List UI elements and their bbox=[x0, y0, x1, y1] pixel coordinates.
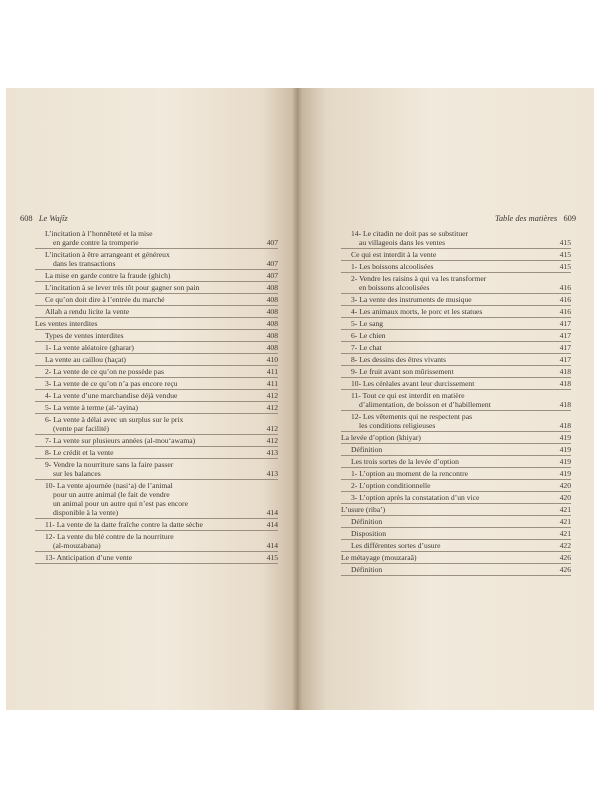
toc-entry-line: 10- Les céréales avant leur durcissement bbox=[351, 379, 475, 388]
toc-entry-line: 1- La vente aléatoire (gharar) bbox=[45, 343, 134, 352]
toc-entry-line: Les différentes sortes d’usure bbox=[351, 541, 441, 550]
toc-entry-line: L’incitation à se lever très tôt pour gagner son pain bbox=[45, 283, 200, 292]
toc-entry-title bbox=[35, 415, 278, 433]
toc-entry-page: 417 bbox=[559, 331, 571, 340]
toc-entry-page: 416 bbox=[559, 307, 571, 316]
toc-entry-page: 416 bbox=[559, 295, 571, 304]
toc-entry bbox=[35, 282, 278, 294]
toc-entry-page: 418 bbox=[559, 367, 571, 376]
toc-entry-page: 417 bbox=[559, 319, 571, 328]
toc-entry bbox=[35, 390, 278, 402]
toc-entry-page: 419 bbox=[559, 457, 571, 466]
toc-entry-line: La mise en garde contre la fraude (ghich) bbox=[45, 271, 171, 280]
toc-entry-page: 419 bbox=[559, 433, 571, 442]
toc-entry-line: Les ventes interdites bbox=[35, 319, 98, 328]
toc-entry bbox=[341, 456, 571, 468]
toc-entry-title bbox=[35, 229, 278, 247]
toc-entry-line: L’incitation à être arrangeant et généreux bbox=[45, 250, 170, 259]
toc-entry-page: 412 bbox=[266, 424, 278, 433]
toc-entry-line: 11- Tout ce qui est interdit en matière bbox=[351, 391, 465, 400]
toc-entry bbox=[35, 447, 278, 459]
left-table-of-contents bbox=[35, 228, 278, 564]
toc-entry-title bbox=[341, 391, 571, 409]
toc-entry-title bbox=[341, 379, 571, 388]
toc-entry-line: au villageois dans les ventes bbox=[359, 238, 446, 247]
toc-entry-line: 3- La vente de ce qu’on n’a pas encore reçu bbox=[45, 379, 178, 388]
toc-entry-line: 10- La vente ajournée (nasi‘a) de l’animal bbox=[45, 481, 173, 490]
toc-entry-title bbox=[341, 355, 571, 364]
toc-entry-page: 411 bbox=[266, 367, 278, 376]
right-page-number: 609 bbox=[563, 214, 576, 223]
toc-entry-line: pour un autre animal (le fait de vendre bbox=[53, 490, 170, 499]
toc-entry bbox=[35, 294, 278, 306]
toc-entry-page: 418 bbox=[559, 379, 571, 388]
toc-entry bbox=[35, 228, 278, 249]
toc-entry-title bbox=[341, 493, 571, 502]
toc-entry-page: 408 bbox=[266, 331, 278, 340]
toc-entry-line: Ce qu’on doit dire à l’entrée du marché bbox=[45, 295, 165, 304]
toc-entry bbox=[341, 528, 571, 540]
toc-entry bbox=[35, 318, 278, 330]
toc-entry-title bbox=[35, 271, 278, 280]
toc-entry-line: 2- Vendre les raisins à qui va les transformer bbox=[351, 274, 487, 283]
toc-entry bbox=[341, 411, 571, 432]
toc-entry-title bbox=[35, 391, 278, 400]
toc-entry-line: d’alimentation, de boisson et d’habillement bbox=[359, 400, 491, 409]
toc-entry-title bbox=[35, 403, 278, 412]
toc-entry-line: sur les balances bbox=[53, 469, 101, 478]
toc-entry-title bbox=[341, 343, 571, 352]
toc-entry bbox=[35, 552, 278, 564]
toc-entry-page: 414 bbox=[266, 520, 278, 529]
toc-entry-page: 417 bbox=[559, 355, 571, 364]
toc-entry-page: 419 bbox=[559, 445, 571, 454]
toc-entry-page: 415 bbox=[266, 553, 278, 562]
toc-entry-line: Disposition bbox=[351, 529, 387, 538]
toc-entry-line: 3- L’option après la constatation d’un vice bbox=[351, 493, 480, 502]
toc-entry-line: Définition bbox=[351, 517, 383, 526]
toc-entry bbox=[35, 249, 278, 270]
toc-entry-line: 2- La vente de ce qu’on ne possède pas bbox=[45, 367, 164, 376]
toc-entry-line: Types de ventes interdites bbox=[45, 331, 124, 340]
toc-entry-page: 413 bbox=[266, 469, 278, 478]
toc-entry-line: La levée d’option (khiyar) bbox=[341, 433, 421, 442]
toc-entry-page: 407 bbox=[266, 238, 278, 247]
toc-entry bbox=[35, 366, 278, 378]
toc-entry-page: 414 bbox=[266, 508, 278, 517]
toc-entry bbox=[35, 480, 278, 519]
toc-entry bbox=[35, 342, 278, 354]
toc-entry bbox=[341, 480, 571, 492]
toc-entry-line: 4- Les animaux morts, le porc et les statues bbox=[351, 307, 483, 316]
toc-entry-title bbox=[341, 331, 571, 340]
toc-entry bbox=[341, 540, 571, 552]
toc-entry-line: Définition bbox=[351, 445, 383, 454]
toc-entry bbox=[341, 342, 571, 354]
toc-entry-page: 426 bbox=[559, 565, 571, 574]
toc-entry-line: 13- Anticipation d’une vente bbox=[45, 553, 133, 562]
toc-entry-page: 408 bbox=[266, 319, 278, 328]
toc-entry-line: 9- Vendre la nourriture sans la faire passer bbox=[45, 460, 174, 469]
toc-entry-page: 412 bbox=[266, 403, 278, 412]
toc-entry-page: 415 bbox=[559, 238, 571, 247]
toc-entry-title bbox=[341, 445, 571, 454]
toc-entry-title bbox=[341, 295, 571, 304]
toc-entry bbox=[341, 354, 571, 366]
toc-entry-page: 420 bbox=[559, 493, 571, 502]
toc-entry-page: 414 bbox=[266, 541, 278, 550]
left-page-header bbox=[20, 214, 68, 223]
toc-entry bbox=[35, 459, 278, 480]
toc-entry-title bbox=[341, 250, 571, 259]
toc-entry-line: 8- Les dessins des êtres vivants bbox=[351, 355, 447, 364]
toc-entry bbox=[341, 378, 571, 390]
toc-entry-line: 3- La vente des instruments de musique bbox=[351, 295, 472, 304]
toc-entry-title bbox=[35, 250, 278, 268]
toc-entry bbox=[35, 270, 278, 282]
toc-entry-page: 412 bbox=[266, 391, 278, 400]
toc-entry-title bbox=[35, 379, 278, 388]
toc-entry-line: 5- La vente à terme (al-‘ayina) bbox=[45, 403, 138, 412]
toc-entry-line: 12- La vente du blé contre de la nourriture bbox=[45, 532, 174, 541]
toc-entry-line: 9- Le fruit avant son mûrissement bbox=[351, 367, 454, 376]
toc-entry-title bbox=[341, 229, 571, 247]
toc-entry bbox=[35, 354, 278, 366]
right-page-header bbox=[495, 214, 576, 223]
toc-entry-title bbox=[341, 541, 571, 550]
toc-entry-page: 421 bbox=[559, 529, 571, 538]
toc-entry-page: 407 bbox=[266, 271, 278, 280]
toc-entry bbox=[341, 318, 571, 330]
toc-entry-title bbox=[35, 307, 278, 316]
toc-entry bbox=[341, 492, 571, 504]
toc-entry-page: 415 bbox=[559, 250, 571, 259]
toc-entry-title bbox=[341, 457, 571, 466]
toc-entry bbox=[341, 330, 571, 342]
toc-entry-page: 426 bbox=[559, 553, 571, 562]
toc-entry-page: 408 bbox=[266, 283, 278, 292]
toc-entry-page: 408 bbox=[266, 307, 278, 316]
right-table-of-contents bbox=[341, 228, 571, 576]
toc-entry-page: 408 bbox=[266, 343, 278, 352]
toc-entry bbox=[35, 402, 278, 414]
toc-entry-line: en boissons alcoolisées bbox=[359, 283, 430, 292]
toc-entry-line: en garde contre la tromperie bbox=[53, 238, 139, 247]
toc-entry-line: 4- La vente d’une marchandise déjà vendue bbox=[45, 391, 178, 400]
toc-entry bbox=[341, 249, 571, 261]
toc-entry-page: 418 bbox=[559, 400, 571, 409]
toc-entry bbox=[341, 306, 571, 318]
toc-entry bbox=[35, 378, 278, 390]
toc-entry-line: 6- La vente à délai avec un surplus sur le prix bbox=[45, 415, 184, 424]
toc-entry-title bbox=[341, 529, 571, 538]
left-page-number: 608 bbox=[20, 214, 33, 223]
toc-entry-title bbox=[341, 505, 571, 514]
toc-entry-title bbox=[35, 448, 278, 457]
toc-entry-line: 6- Le chien bbox=[351, 331, 386, 340]
toc-entry-line: dans les transactions bbox=[53, 259, 116, 268]
right-page bbox=[297, 88, 594, 710]
toc-entry-title bbox=[341, 262, 571, 271]
toc-entry-line: 2- L’option conditionnelle bbox=[351, 481, 431, 490]
toc-entry-page: 408 bbox=[266, 295, 278, 304]
toc-entry-title bbox=[35, 553, 278, 562]
toc-entry-line: Allah a rendu licite la vente bbox=[45, 307, 130, 316]
toc-entry-title bbox=[341, 319, 571, 328]
toc-entry-title bbox=[35, 343, 278, 352]
toc-entry-page: 419 bbox=[559, 469, 571, 478]
toc-entry-line: (vente par facilité) bbox=[53, 424, 110, 433]
left-running-title: Le Wajîz bbox=[38, 214, 68, 223]
toc-entry bbox=[341, 552, 571, 564]
toc-entry-title bbox=[35, 283, 278, 292]
toc-entry bbox=[341, 228, 571, 249]
toc-entry-page: 421 bbox=[559, 517, 571, 526]
toc-entry-line: L’incitation à l’honnêteté et la mise bbox=[45, 229, 153, 238]
toc-entry-line: 7- La vente sur plusieurs années (al-mou‘awama) bbox=[45, 436, 196, 445]
toc-entry-page: 412 bbox=[266, 436, 278, 445]
toc-entry bbox=[35, 414, 278, 435]
toc-entry-title bbox=[35, 520, 278, 529]
toc-entry-title bbox=[341, 307, 571, 316]
toc-entry-title bbox=[341, 565, 571, 574]
toc-entry-page: 411 bbox=[266, 379, 278, 388]
toc-entry-title bbox=[35, 436, 278, 445]
toc-entry-line: La vente au caillou (haçat) bbox=[45, 355, 126, 364]
toc-entry bbox=[341, 504, 571, 516]
toc-entry-title bbox=[341, 481, 571, 490]
toc-entry-page: 415 bbox=[559, 262, 571, 271]
toc-entry-page: 421 bbox=[559, 505, 571, 514]
toc-entry bbox=[341, 366, 571, 378]
open-book bbox=[6, 88, 594, 710]
toc-entry-line: 7- Le chat bbox=[351, 343, 382, 352]
toc-entry-title bbox=[35, 295, 278, 304]
toc-entry-title bbox=[341, 469, 571, 478]
toc-entry bbox=[341, 444, 571, 456]
toc-entry-title bbox=[35, 367, 278, 376]
toc-entry-line: disponible à la vente) bbox=[53, 508, 119, 517]
toc-entry-title bbox=[341, 367, 571, 376]
toc-entry-title bbox=[341, 274, 571, 292]
toc-entry bbox=[341, 468, 571, 480]
toc-entry-page: 417 bbox=[559, 343, 571, 352]
toc-entry bbox=[341, 261, 571, 273]
toc-entry bbox=[341, 390, 571, 411]
toc-entry-page: 407 bbox=[266, 259, 278, 268]
toc-entry-title bbox=[35, 532, 278, 550]
toc-entry bbox=[341, 432, 571, 444]
toc-entry-title bbox=[341, 517, 571, 526]
toc-entry-title bbox=[341, 412, 571, 430]
toc-entry-page: 410 bbox=[266, 355, 278, 364]
toc-entry-line: L’usure (riba’) bbox=[341, 505, 386, 514]
toc-entry-line: 5- Le sang bbox=[351, 319, 384, 328]
toc-entry bbox=[35, 435, 278, 447]
toc-entry-line: un animal pour un autre qui n’est pas encore bbox=[53, 499, 188, 508]
book-gutter bbox=[292, 88, 302, 710]
toc-entry-line: 11- La vente de la datte fraîche contre la datte sèche bbox=[45, 520, 203, 529]
toc-entry-line: (al-mouzabana) bbox=[53, 541, 101, 550]
toc-entry-line: 1- Les boissons alcoolisées bbox=[351, 262, 434, 271]
toc-entry bbox=[35, 306, 278, 318]
toc-entry-title bbox=[35, 481, 278, 517]
toc-entry-line: Les trois sortes de la levée d’option bbox=[351, 457, 459, 466]
toc-entry-line: Définition bbox=[351, 565, 383, 574]
toc-entry-title bbox=[341, 433, 571, 442]
toc-entry-title bbox=[35, 319, 278, 328]
toc-entry-line: 14- Le citadin ne doit pas se substituer bbox=[351, 229, 469, 238]
toc-entry bbox=[35, 330, 278, 342]
toc-entry-title bbox=[35, 331, 278, 340]
toc-entry-page: 413 bbox=[266, 448, 278, 457]
left-page bbox=[6, 88, 297, 710]
toc-entry-line: 12- Les vêtements qui ne respectent pas bbox=[351, 412, 473, 421]
toc-entry-page: 416 bbox=[559, 283, 571, 292]
toc-entry-line: Ce qui est interdit à la vente bbox=[351, 250, 437, 259]
toc-entry-line: Le métayage (mouzaraâ) bbox=[341, 553, 417, 562]
right-running-title: Table des matières bbox=[494, 214, 558, 223]
toc-entry bbox=[341, 273, 571, 294]
toc-entry bbox=[341, 516, 571, 528]
toc-entry-title bbox=[35, 460, 278, 478]
toc-entry-title bbox=[35, 355, 278, 364]
toc-entry bbox=[35, 531, 278, 552]
toc-entry-line: les conditions religieuses bbox=[359, 421, 436, 430]
toc-entry-page: 420 bbox=[559, 481, 571, 490]
toc-entry-title bbox=[341, 553, 571, 562]
toc-entry bbox=[341, 564, 571, 576]
toc-entry-line: 1- L’option au moment de la rencontre bbox=[351, 469, 468, 478]
toc-entry-page: 422 bbox=[559, 541, 571, 550]
toc-entry bbox=[341, 294, 571, 306]
toc-entry-line: 8- Le crédit et la vente bbox=[45, 448, 114, 457]
toc-entry-page: 418 bbox=[559, 421, 571, 430]
toc-entry bbox=[35, 519, 278, 531]
